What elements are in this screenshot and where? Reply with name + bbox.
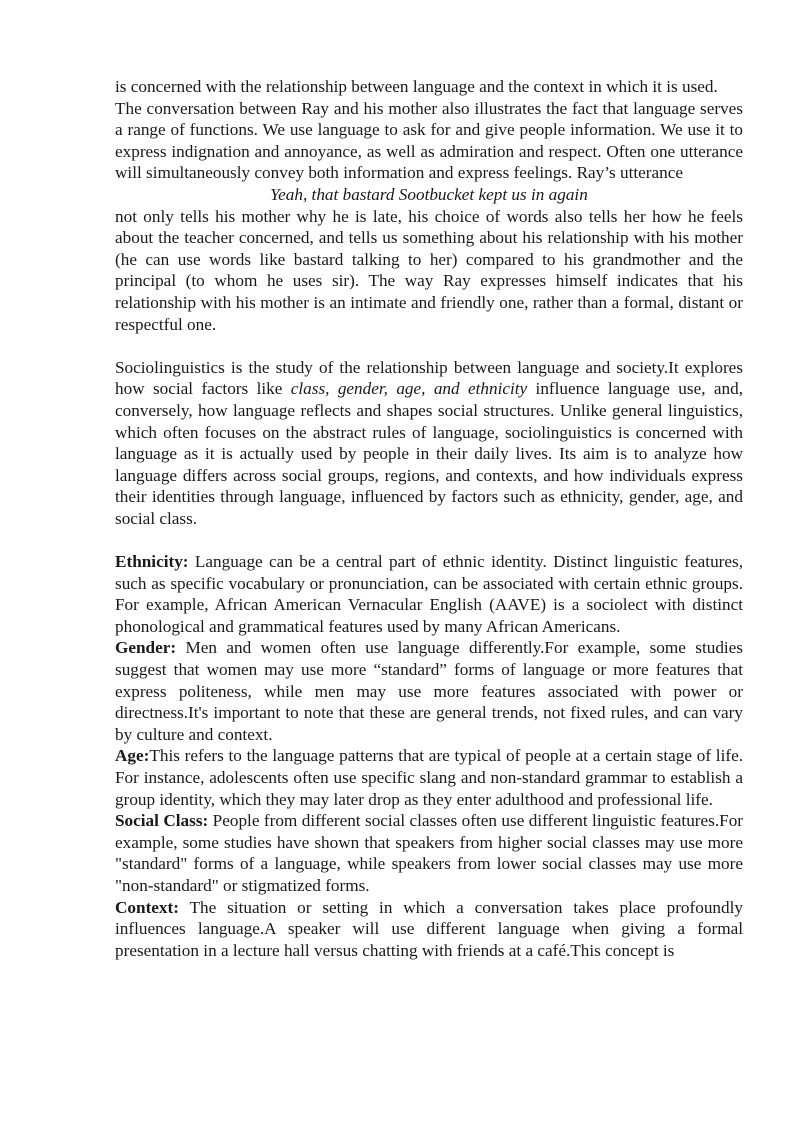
paragraph-ray-analysis: not only tells his mother why he is late, his choice of words also tells her how he feels about the teacher concerned, and tells us something about his relationship with his mother (he can use words like bastard talking to her) compared to his grandmother and the principal (to whom he uses sir). The way Ray expresses himself indicates that his relationship with his mother is an intimate and friendly one, rather than a formal, distant or respectful one. (115, 206, 743, 334)
document-page (115, 76, 743, 961)
paragraph-gap (115, 335, 743, 357)
paragraph-gap (115, 529, 743, 551)
factor-text: People from different social classes often use different linguistic features.For example, some studies have shown that speakers from higher social classes may use more "standard" forms of a language, while speakers from lower social classes may use more "non-standard" or stigmatized forms. (115, 811, 744, 895)
factor-context (115, 897, 743, 962)
factor-term: Social Class: (115, 811, 209, 831)
paragraph-functions: The conversation between Ray and his mother also illustrates the fact that language serves a range of functions. We use language to ask for and give people information. We use it to express indignation and annoyance, as well as admiration and respect. Often one utterance will simultaneously convey both information and express feelings. Ray’s utterance (115, 98, 743, 183)
factor-term: Context: (115, 897, 179, 917)
factor-text: The situation or setting in which a conversation takes place profoundly influences language.A speaker will use different language when giving a formal presentation in a lecture hall versus chatting with friends at a café.This concept is (115, 897, 743, 960)
factor-text: This refers to the language patterns that are typical of people at a certain stage of life. For instance, adolescents often use specific slang and non-standard grammar to establish a group identity, which they may later drop as they enter adulthood and professional life. (115, 746, 743, 809)
paragraph-sociolinguistics (115, 357, 743, 530)
socio-text-a: Sociolinguistics is the study of the relationship between language and society.It explores how social factors like (115, 357, 743, 399)
factor-term: Gender: (115, 638, 177, 658)
factor-text: Language can be a central part of ethnic identity. Distinct linguistic features, such as specific vocabulary or pronunciation, can be associated with certain ethnic groups. For example, African American Vernacular English (AAVE) is a sociolect with distinct phonological and grammatical features used by many African Americans. (115, 552, 743, 636)
factor-age (115, 745, 743, 810)
quoted-utterance: Yeah, that bastard Sootbucket kept us in again (270, 184, 588, 204)
factor-term: Ethnicity: (115, 552, 189, 572)
factor-gender (115, 637, 743, 745)
factor-text: Men and women often use language differently.For example, some studies suggest that women may use more “standard” forms of language or more features that express politeness, while men may use more features associated with power or directness.It's important to note that these are general trends, not fixed rules, and can vary by culture and context. (115, 638, 743, 744)
factor-social-class (115, 810, 743, 896)
socio-italic-factors: class, gender, age, and ethnicity (290, 379, 528, 399)
factor-term: Age: (115, 746, 150, 766)
factor-ethnicity (115, 551, 743, 637)
socio-text-b: influence language use, and, conversely, how language reflects and shapes social structures. Unlike general linguistics, which often focuses on the abstract rules of language, sociolinguistics is concerned with language as it is actually used by people in their daily lives. Its aim is to analyze how language differs across social groups, regions, and contexts, and how individuals express their identities through language, influenced by factors such as ethnicity, gender, age, and social class. (115, 379, 743, 528)
paragraph-context: is concerned with the relationship between language and the context in which it is used. (115, 77, 718, 96)
